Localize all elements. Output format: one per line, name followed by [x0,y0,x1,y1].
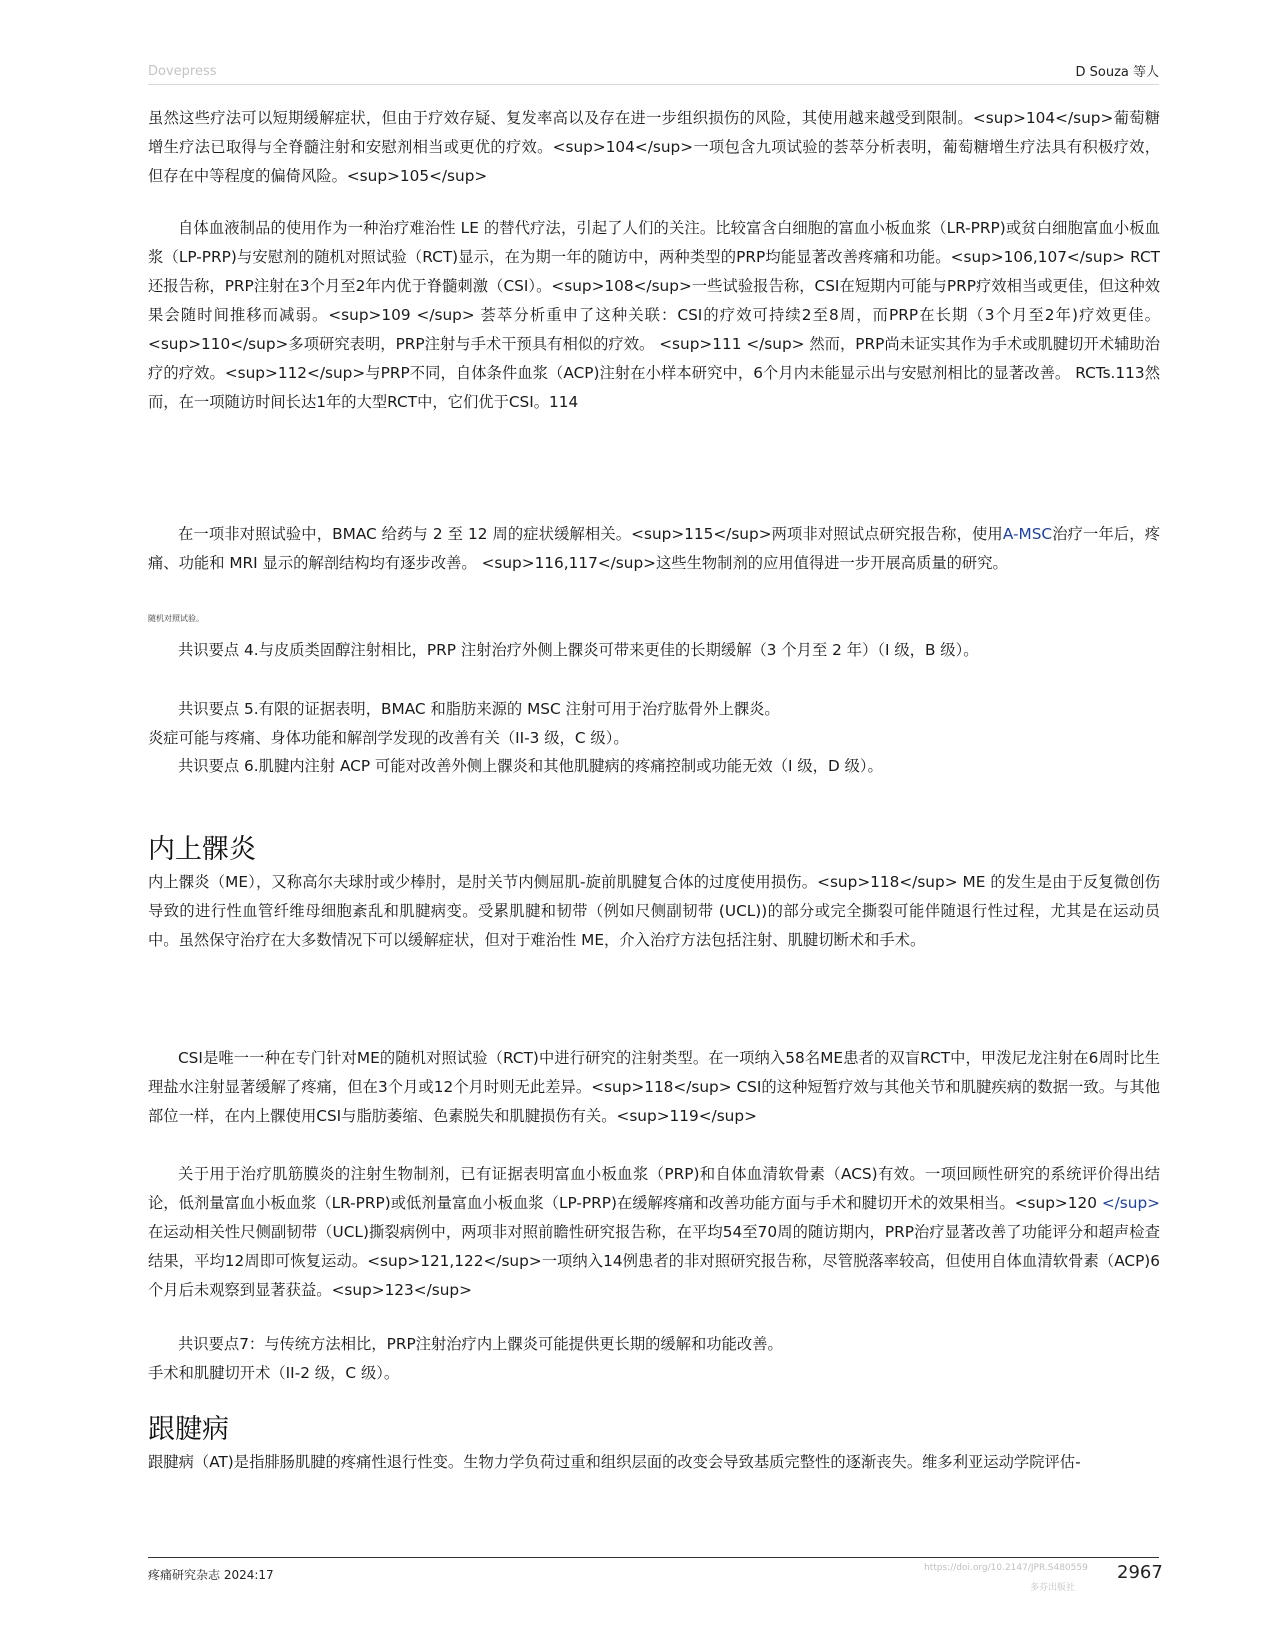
consensus-point-7-line-1: 共识要点7：与传统方法相比，PRP注射治疗内上髁炎可能提供更长期的缓解和功能改善。 [178,1335,783,1353]
paragraph-biologics-text-a: 关于用于治疗肌筋膜炎的注射生物制剂，已有证据表明富血小板血浆（PRP)和自体血清软骨素（ACS)有效。一项回顾性研究的系统评价得出结论，低剂量富血小板血浆（LR-PRP)或低剂量富血小板血浆（LP-PRP)在缓解疼痛和改善功能方面与手术和腱切开术的效果相当。<sup>120 [148,1165,1160,1212]
consensus-point-7-line-2: 手术和肌腱切开术（II-2 级，C 级）。 [148,1364,400,1382]
footer-publisher: 多芬出版社 [1030,1583,1076,1593]
consensus-point-4: 共识要点 4.与皮质类固醇注射相比，PRP 注射治疗外侧上髁炎可带来更佳的长期缓解（3 个月至 2 年）（I 级，B 级）。 [178,641,979,659]
paragraph-biologics-text-b: 在运动相关性尺侧副韧带（UCL)撕裂病例中，两项非对照前瞻性研究报告称，在平均54至70周的随访期内，PRP治疗显著改善了功能评分和超声检查结果，平均12周即可恢复运动。<sup>121,122</sup>一项纳入14例患者的非对照研究报告称，尽管脱落率较高，但使用自体血清软骨素（ACP)6个月后未观察到显著获益。<sup>123</sup> [148,1223,1160,1299]
paragraph-bmac [148,520,1160,578]
page-number: 2967 [1117,1562,1163,1583]
amsc-link[interactable]: A-MSC [1002,525,1053,543]
consensus-point-5-line-2: 炎症可能与疼痛、身体功能和解剖学发现的改善有关（II-3 级，C 级）。 [148,729,629,747]
footer-journal: 疼痛研究杂志 2024:17 [148,1568,274,1582]
paragraph-biologics [148,1160,1160,1305]
reference-link[interactable]: </sup> [1101,1194,1160,1212]
consensus-point-5-line-1: 共识要点 5.有限的证据表明，BMAC 和脂肪来源的 MSC 注射可用于治疗肱骨外上髁炎。 [178,700,780,718]
header-divider [148,84,1159,85]
paragraph-prolotherapy: 虽然这些疗法可以短期缓解症状，但由于疗效存疑、复发率高以及存在进一步组织损伤的风险，其使用越来越受到限制。<sup>104</sup>葡萄糖增生疗法已取得与全脊髓注射和安慰剂相当或更优的疗效。<sup>104</sup>一项包含九项试验的荟萃分析表明，葡萄糖增生疗法具有积极疗效，但存在中等程度的偏倚风险。<sup>105</sup> [148,109,1160,185]
footer-divider [148,1557,1159,1558]
footer-doi-link[interactable]: https://doi.org/10.2147/JPR.S480559 [924,1563,1088,1573]
table-footnote: 随机对照试验。 [148,614,204,623]
section-heading-achilles-tendinopathy: 跟腱病 [148,1414,229,1445]
paragraph-bmac-text-b: 治疗一年后，疼痛、功能和 MRI 显示的解剖结构均有逐步改善。 <sup>116,117</sup>这些生物制剂的应用值得进一步开展高质量的研究。 [148,525,1160,572]
paragraph-medial-epicondylitis: 内上髁炎（ME），又称高尔夫球肘或少棒肘，是肘关节内侧屈肌-旋前肌腱复合体的过度使用损伤。<sup>118</sup> ME 的发生是由于反复微创伤导致的进行性血管纤维母细胞紊乱和肌腱病变。受累肌腱和韧带（例如尺侧副韧带 (UCL))的部分或完全撕裂可能伴随退行性过程，尤其是在运动员中。虽然保守治疗在大多数情况下可以缓解症状，但对于难治性 ME，介入治疗方法包括注射、肌腱切断术和手术。 [148,873,1160,949]
journal-brand: Dovepress [148,64,217,79]
paragraph-autologous-blood: 自体血液制品的使用作为一种治疗难治性 LE 的替代疗法，引起了人们的关注。比较富含白细胞的富血小板血浆（LR-PRP)或贫白细胞富血小板血浆（LP-PRP)与安慰剂的随机对照试验（RCT)显示，在为期一年的随访中，两种类型的PRP均能显著改善疼痛和功能。<sup>106,107</sup> RCT还报告称，PRP注射在3个月至2年内优于脊髓刺激（CSI）。<sup>108</sup>一些试验报告称，CSI在短期内可能与PRP疗效相当或更佳，但这种效果会随时间推移而减弱。<sup>109 </sup> 荟萃分析重申了这种关联：CSI的疗效可持续2至8周，而PRP在长期（3个月至2年)疗效更佳。<sup>110</sup>多项研究表明，PRP注射与手术干预具有相似的疗效。 <sup>111 </sup> 然而，PRP尚未证实其作为手术或肌腱切开术辅助治疗的疗效。<sup>112</sup>与PRP不同，自体条件血浆（ACP)注射在小样本研究中，6个月内未能显示出与安慰剂相比的显著改善。 RCTs.113然而，在一项随访时间长达1年的大型RCT中，它们优于CSI。114 [148,219,1160,411]
running-author: D Souza 等人 [1075,65,1159,80]
paragraph-achilles-tendinopathy: 跟腱病（AT)是指腓肠肌腱的疼痛性退行性变。生物力学负荷过重和组织层面的改变会导致基质完整性的逐渐丧失。维多利亚运动学院评估- [148,1453,1081,1471]
paragraph-bmac-text-a: 在一项非对照试验中，BMAC 给药与 2 至 12 周的症状缓解相关。<sup>115</sup>两项非对照试点研究报告称，使用 [178,525,1003,543]
section-heading-medial-epicondylitis: 内上髁炎 [148,834,256,865]
consensus-point-6: 共识要点 6.肌腱内注射 ACP 可能对改善外侧上髁炎和其他肌腱病的疼痛控制或功能无效（I 级，D 级）。 [178,757,883,775]
paragraph-csi: CSI是唯一一种在专门针对ME的随机对照试验（RCT)中进行研究的注射类型。在一项纳入58名ME患者的双盲RCT中，甲泼尼龙注射在6周时比生理盐水注射显著缓解了疼痛，但在3个月或12个月时则无此差异。<sup>118</sup> CSI的这种短暂疗效与其他关节和肌腱疾病的数据一致。与其他部位一样，在内上髁使用CSI与脂肪萎缩、色素脱失和肌腱损伤有关。<sup>119</sup> [148,1049,1160,1125]
